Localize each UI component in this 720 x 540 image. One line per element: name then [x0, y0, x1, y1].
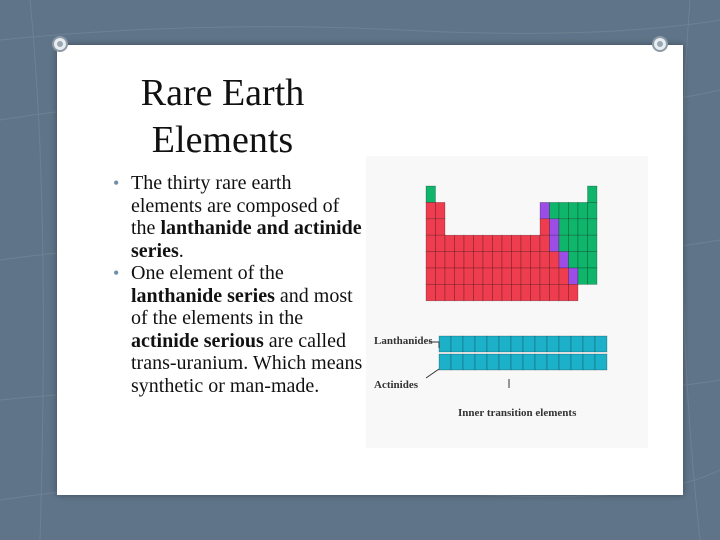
element-cell [426, 186, 436, 202]
element-cell [436, 284, 446, 300]
element-cell [439, 336, 451, 352]
element-cell [578, 202, 588, 218]
periodic-table-figure [366, 156, 648, 448]
element-cell [535, 336, 547, 352]
element-cell [559, 354, 571, 370]
element-cell [547, 354, 559, 370]
element-cell [531, 284, 541, 300]
element-cell [487, 336, 499, 352]
title-line-2: Elements [151, 119, 294, 161]
element-cell [511, 336, 523, 352]
element-cell [426, 284, 436, 300]
element-cell [475, 336, 487, 352]
element-cell [521, 235, 531, 251]
element-cell [512, 235, 522, 251]
element-cell [521, 268, 531, 284]
element-cell [595, 336, 607, 352]
element-cell [475, 354, 487, 370]
element-cell [559, 336, 571, 352]
element-cell [540, 235, 550, 251]
element-cell [550, 252, 560, 268]
element-cell [493, 268, 503, 284]
element-cell [499, 336, 511, 352]
element-cell [436, 235, 446, 251]
element-cell [588, 186, 598, 202]
element-cell [464, 268, 474, 284]
element-cell [588, 252, 598, 268]
element-cell [583, 354, 595, 370]
element-cell [426, 202, 436, 218]
element-cell [595, 354, 607, 370]
element-cell [426, 268, 436, 284]
bullet-item: • The thirty rare earth elements are composed of the lanthanide and actinide series. [113, 172, 363, 262]
element-cell [451, 354, 463, 370]
element-cell [535, 354, 547, 370]
element-cell [502, 252, 512, 268]
element-cell [521, 252, 531, 268]
element-cell [559, 284, 569, 300]
element-cell [531, 235, 541, 251]
element-cell [436, 219, 446, 235]
element-cell [455, 252, 465, 268]
element-cell [426, 252, 436, 268]
element-cell [588, 219, 598, 235]
element-cell [550, 284, 560, 300]
actinides-label: Actinides [374, 379, 418, 391]
element-cell [571, 336, 583, 352]
bullet-list [113, 172, 363, 397]
element-cell [426, 235, 436, 251]
element-cell [569, 284, 579, 300]
element-cell [445, 284, 455, 300]
inner-transition-label: Inner transition elements [458, 407, 577, 419]
element-cell [499, 354, 511, 370]
element-cell [445, 252, 455, 268]
lanthanides-label: Lanthanides [374, 335, 433, 347]
element-cell [455, 268, 465, 284]
element-cell [439, 354, 451, 370]
element-cell [547, 336, 559, 352]
element-cell [474, 252, 484, 268]
element-cell [493, 284, 503, 300]
element-cell [588, 268, 598, 284]
element-cell [451, 336, 463, 352]
element-cell [531, 252, 541, 268]
element-cell [474, 268, 484, 284]
title-line-1: Rare Earth [140, 72, 305, 114]
element-cell [483, 252, 493, 268]
element-cell [588, 202, 598, 218]
element-cell [512, 284, 522, 300]
element-cell [569, 252, 579, 268]
element-cell [540, 284, 550, 300]
element-cell [523, 336, 535, 352]
element-cell [455, 284, 465, 300]
element-cell [445, 235, 455, 251]
element-cell [493, 252, 503, 268]
element-cell [569, 235, 579, 251]
element-cell [512, 252, 522, 268]
element-cell [474, 284, 484, 300]
element-cell [559, 202, 569, 218]
element-cell [436, 202, 446, 218]
element-cell [583, 336, 595, 352]
element-cell [493, 235, 503, 251]
element-cell [463, 336, 475, 352]
element-cell [455, 235, 465, 251]
element-cell [521, 284, 531, 300]
element-cell [464, 284, 474, 300]
element-cell [540, 268, 550, 284]
element-cell [559, 235, 569, 251]
element-cell [502, 235, 512, 251]
pin-icon [650, 34, 670, 54]
element-cell [569, 202, 579, 218]
element-cell [540, 219, 550, 235]
element-cell [588, 235, 598, 251]
bullet-item: • One element of the lanthanide series and most of the elements in the actinide serious are called trans-uranium. Which means synthetic or man-made. [113, 262, 363, 397]
element-cell [426, 219, 436, 235]
element-cell [540, 202, 550, 218]
element-cell [436, 268, 446, 284]
element-cell [550, 268, 560, 284]
element-cell [550, 235, 560, 251]
element-cell [571, 354, 583, 370]
slide-title [90, 70, 355, 164]
element-cell [569, 219, 579, 235]
element-cell [569, 268, 579, 284]
element-cell [474, 235, 484, 251]
element-cell [540, 252, 550, 268]
element-cell [531, 268, 541, 284]
element-cell [559, 252, 569, 268]
element-cell [445, 268, 455, 284]
element-cell [464, 235, 474, 251]
element-cell [483, 235, 493, 251]
element-cell [512, 268, 522, 284]
element-cell [502, 284, 512, 300]
element-cell [436, 252, 446, 268]
element-cell [523, 354, 535, 370]
element-cell [578, 252, 588, 268]
element-cell [559, 268, 569, 284]
element-cell [578, 268, 588, 284]
element-cell [511, 354, 523, 370]
element-cell [464, 252, 474, 268]
element-cell [487, 354, 499, 370]
element-cell [463, 354, 475, 370]
pin-icon [50, 34, 70, 54]
element-cell [550, 202, 560, 218]
element-cell [502, 268, 512, 284]
element-cell [559, 219, 569, 235]
element-cell [578, 235, 588, 251]
element-cell [550, 219, 560, 235]
element-cell [483, 268, 493, 284]
element-cell [483, 284, 493, 300]
element-cell [578, 219, 588, 235]
